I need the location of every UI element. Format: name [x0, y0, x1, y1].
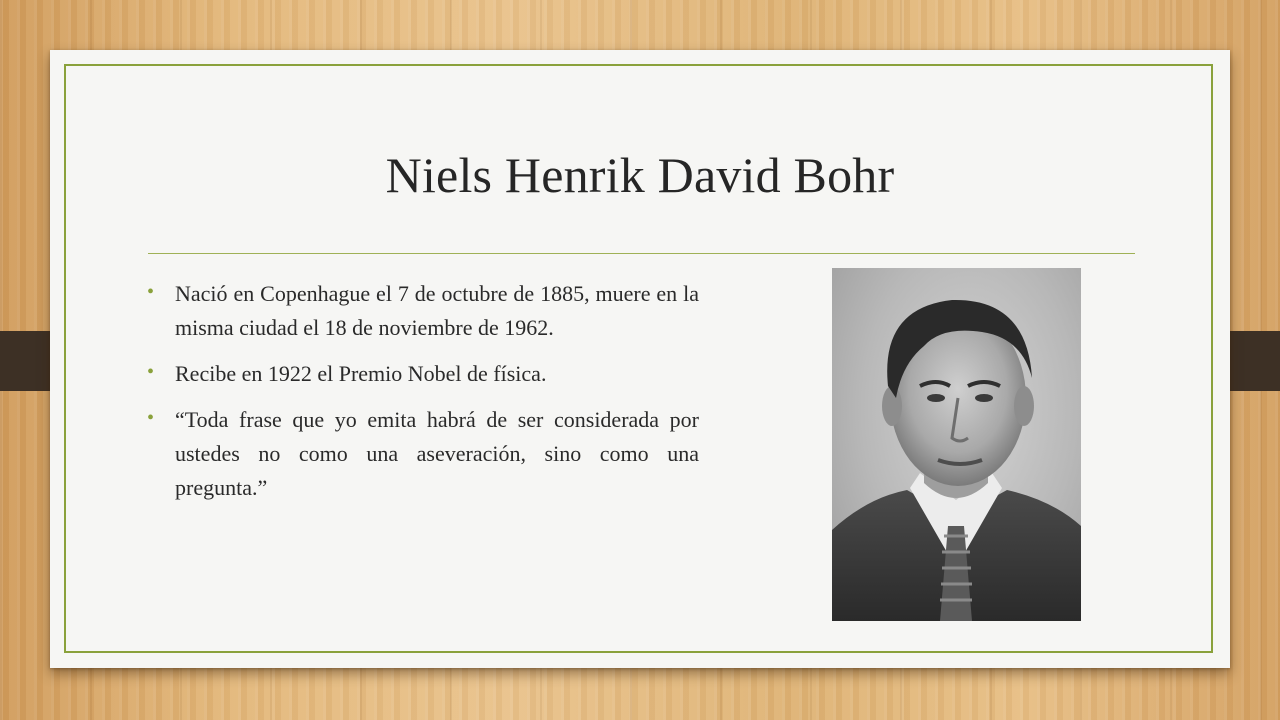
slide [50, 50, 1230, 668]
bullet-dot-icon: • [147, 281, 155, 303]
bullet-text: Nació en Copenhague el 7 de octubre de 1885, muere en la misma ciudad el 18 de noviembre de 1962. [175, 281, 699, 340]
bullet-text: “Toda frase que yo emita habrá de ser considerada por ustedes no como una aseveración, sino como una pregunta.” [175, 407, 699, 500]
bullet-list [147, 277, 699, 517]
portrait-photo-icon [832, 268, 1081, 621]
portrait-photo [832, 268, 1081, 621]
bullet-dot-icon: • [147, 361, 155, 383]
bullet-item [147, 357, 699, 391]
bullet-dot-icon: • [147, 407, 155, 429]
bullet-item [147, 403, 699, 505]
title-divider [148, 253, 1135, 254]
bullet-item [147, 277, 699, 345]
bullet-text: Recibe en 1922 el Premio Nobel de física. [175, 361, 547, 386]
slide-title: Niels Henrik David Bohr [385, 147, 895, 203]
